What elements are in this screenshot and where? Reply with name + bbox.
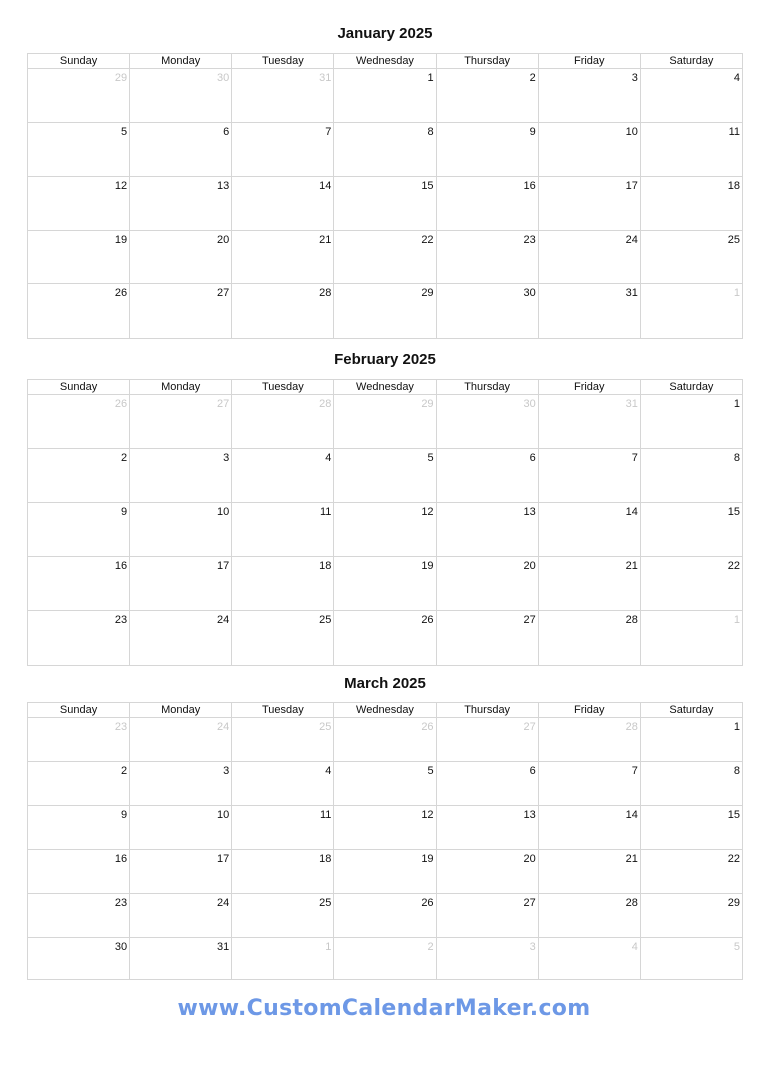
day-number: 10 <box>217 809 230 821</box>
day-cell <box>436 231 538 284</box>
week-row <box>28 177 743 231</box>
weekday-header: Tuesday <box>232 54 334 69</box>
day-number: 29 <box>421 287 434 299</box>
day-cell <box>640 762 742 806</box>
day-cell <box>232 231 334 284</box>
week-row <box>28 557 743 611</box>
day-cell <box>436 69 538 123</box>
weekday-header-row <box>28 380 743 395</box>
day-cell <box>334 503 436 557</box>
day-number: 28 <box>319 287 332 299</box>
weekday-header: Wednesday <box>334 703 436 718</box>
day-cell-other-month <box>640 611 742 666</box>
day-cell <box>640 123 742 177</box>
day-number: 22 <box>727 853 740 865</box>
day-cell <box>130 762 232 806</box>
day-cell <box>232 850 334 894</box>
day-cell-other-month <box>28 718 130 762</box>
day-cell <box>130 177 232 231</box>
day-number: 23 <box>523 234 536 246</box>
day-cell <box>28 284 130 339</box>
day-number: 19 <box>114 234 128 246</box>
week-row <box>28 611 743 666</box>
day-cell <box>130 850 232 894</box>
day-cell <box>436 557 538 611</box>
day-number: 16 <box>114 853 128 865</box>
day-number: 7 <box>631 765 638 777</box>
day-cell-other-month <box>232 69 334 123</box>
day-cell <box>640 503 742 557</box>
day-number: 25 <box>319 897 332 909</box>
day-number: 9 <box>529 126 536 138</box>
day-number: 30 <box>523 398 536 410</box>
day-number: 17 <box>217 560 230 572</box>
day-cell <box>130 894 232 938</box>
day-cell-other-month <box>28 69 130 123</box>
month-title: February 2025 <box>334 351 436 368</box>
day-number: 27 <box>217 398 230 410</box>
day-cell <box>538 69 640 123</box>
week-row <box>28 938 743 980</box>
day-cell <box>640 557 742 611</box>
day-number: 6 <box>223 126 230 138</box>
day-number: 9 <box>121 506 128 518</box>
day-cell <box>28 611 130 666</box>
weekday-header: Sunday <box>28 703 130 718</box>
day-cell <box>538 557 640 611</box>
day-cell <box>538 894 640 938</box>
day-number: 21 <box>625 560 638 572</box>
day-cell-other-month <box>436 938 538 980</box>
day-number: 29 <box>421 398 434 410</box>
day-cell <box>334 611 436 666</box>
day-number: 13 <box>217 180 230 192</box>
day-number: 25 <box>319 721 332 733</box>
day-cell <box>232 123 334 177</box>
day-cell <box>28 762 130 806</box>
day-cell <box>538 611 640 666</box>
week-row <box>28 449 743 503</box>
weekday-header: Friday <box>538 703 640 718</box>
day-number: 20 <box>217 234 230 246</box>
day-cell <box>130 284 232 339</box>
day-number: 12 <box>114 180 128 192</box>
day-number: 2 <box>529 72 536 84</box>
day-cell <box>232 177 334 231</box>
week-row <box>28 894 743 938</box>
day-number: 28 <box>625 614 638 626</box>
day-number: 26 <box>421 897 434 909</box>
day-cell <box>28 894 130 938</box>
week-row <box>28 806 743 850</box>
day-cell <box>232 611 334 666</box>
day-number: 6 <box>529 765 536 777</box>
day-cell <box>334 557 436 611</box>
day-cell <box>640 850 742 894</box>
day-number: 3 <box>223 452 230 464</box>
week-row <box>28 284 743 339</box>
day-number: 28 <box>319 398 332 410</box>
weekday-header: Monday <box>130 54 232 69</box>
day-cell <box>28 557 130 611</box>
day-cell <box>334 806 436 850</box>
day-cell <box>334 762 436 806</box>
day-number: 13 <box>523 506 536 518</box>
day-cell <box>130 449 232 503</box>
weekday-header: Tuesday <box>232 380 334 395</box>
weekday-header: Wednesday <box>334 54 436 69</box>
day-number: 3 <box>223 765 230 777</box>
day-number: 20 <box>523 853 536 865</box>
day-number: 31 <box>217 941 230 953</box>
day-number: 23 <box>114 721 128 733</box>
weekday-header: Friday <box>538 54 640 69</box>
day-cell <box>130 938 232 980</box>
day-number: 5 <box>427 452 434 464</box>
day-number: 5 <box>121 126 128 138</box>
day-cell <box>130 611 232 666</box>
day-cell <box>130 123 232 177</box>
day-number: 30 <box>114 941 128 953</box>
week-row <box>28 123 743 177</box>
day-cell-other-month <box>334 938 436 980</box>
weekday-header: Sunday <box>28 54 130 69</box>
day-number: 15 <box>727 809 740 821</box>
weekday-header: Saturday <box>640 54 742 69</box>
day-number: 27 <box>523 897 536 909</box>
weekday-header: Saturday <box>640 380 742 395</box>
weekday-header: Sunday <box>28 380 130 395</box>
day-cell <box>538 123 640 177</box>
weekday-header-row <box>28 703 743 718</box>
day-number: 27 <box>217 287 230 299</box>
day-cell-other-month <box>232 395 334 449</box>
day-cell <box>640 806 742 850</box>
day-cell <box>334 177 436 231</box>
day-number: 22 <box>421 234 434 246</box>
week-row <box>28 503 743 557</box>
month-title: March 2025 <box>344 675 426 692</box>
day-cell-other-month <box>130 69 232 123</box>
day-cell <box>130 557 232 611</box>
day-number: 26 <box>114 398 128 410</box>
day-number: 25 <box>319 614 332 626</box>
day-number: 10 <box>625 126 638 138</box>
day-number: 11 <box>320 506 332 518</box>
day-number: 10 <box>217 506 230 518</box>
day-cell-other-month <box>538 718 640 762</box>
week-row <box>28 69 743 123</box>
day-number: 4 <box>733 72 740 84</box>
day-number: 18 <box>319 560 332 572</box>
day-number: 28 <box>625 897 638 909</box>
weekday-header: Monday <box>130 380 232 395</box>
day-cell <box>28 806 130 850</box>
day-number: 4 <box>325 452 332 464</box>
day-number: 11 <box>728 126 740 138</box>
day-number: 31 <box>625 287 638 299</box>
day-number: 2 <box>427 941 434 953</box>
day-number: 19 <box>421 560 434 572</box>
week-row <box>28 762 743 806</box>
day-cell <box>232 762 334 806</box>
day-cell <box>538 850 640 894</box>
day-number: 31 <box>319 72 332 84</box>
footer-watermark: www.CustomCalendarMaker.com <box>177 996 591 1021</box>
day-cell <box>28 177 130 231</box>
day-cell <box>28 850 130 894</box>
day-number: 1 <box>733 721 740 733</box>
day-number: 26 <box>114 287 128 299</box>
day-number: 4 <box>325 765 332 777</box>
day-number: 29 <box>727 897 740 909</box>
day-number: 18 <box>727 180 740 192</box>
day-number: 3 <box>529 941 536 953</box>
day-cell <box>232 557 334 611</box>
day-cell <box>28 449 130 503</box>
day-number: 26 <box>421 721 434 733</box>
week-row <box>28 718 743 762</box>
day-number: 6 <box>529 452 536 464</box>
day-number: 1 <box>427 72 434 84</box>
day-number: 31 <box>625 398 638 410</box>
month-title: January 2025 <box>337 25 433 42</box>
weekday-header: Thursday <box>436 380 538 395</box>
day-number: 14 <box>319 180 332 192</box>
day-number: 25 <box>727 234 740 246</box>
day-cell-other-month <box>232 938 334 980</box>
day-cell <box>538 762 640 806</box>
day-cell <box>232 449 334 503</box>
day-number: 30 <box>217 72 230 84</box>
day-cell <box>538 231 640 284</box>
day-cell <box>232 806 334 850</box>
weekday-header: Wednesday <box>334 380 436 395</box>
day-number: 1 <box>325 941 332 953</box>
day-cell <box>538 503 640 557</box>
day-cell-other-month <box>28 395 130 449</box>
day-cell-other-month <box>640 938 742 980</box>
month-grid <box>27 702 743 980</box>
day-cell-other-month <box>130 718 232 762</box>
month-grid <box>27 53 743 339</box>
day-cell <box>436 894 538 938</box>
day-cell <box>538 177 640 231</box>
day-cell <box>334 449 436 503</box>
day-cell-other-month <box>334 395 436 449</box>
day-cell <box>334 69 436 123</box>
day-number: 1 <box>733 398 740 410</box>
week-row <box>28 850 743 894</box>
day-number: 16 <box>114 560 128 572</box>
day-number: 2 <box>121 765 128 777</box>
day-number: 8 <box>427 126 434 138</box>
day-cell <box>130 503 232 557</box>
day-number: 3 <box>631 72 638 84</box>
day-cell <box>436 850 538 894</box>
day-cell-other-month <box>538 938 640 980</box>
day-cell-other-month <box>334 718 436 762</box>
day-cell <box>28 231 130 284</box>
day-number: 14 <box>625 809 638 821</box>
week-row <box>28 231 743 284</box>
day-number: 23 <box>114 614 128 626</box>
day-cell <box>640 894 742 938</box>
day-cell <box>232 894 334 938</box>
day-cell <box>28 503 130 557</box>
day-number: 9 <box>121 809 128 821</box>
day-number: 26 <box>421 614 434 626</box>
day-cell <box>436 284 538 339</box>
day-cell <box>538 284 640 339</box>
day-number: 7 <box>631 452 638 464</box>
day-cell-other-month <box>130 395 232 449</box>
day-cell <box>436 806 538 850</box>
day-number: 27 <box>523 721 536 733</box>
weekday-header: Monday <box>130 703 232 718</box>
day-number: 1 <box>733 614 740 626</box>
day-cell <box>640 395 742 449</box>
day-cell <box>436 177 538 231</box>
day-cell <box>436 449 538 503</box>
day-number: 17 <box>625 180 638 192</box>
day-number: 24 <box>625 234 638 246</box>
day-number: 15 <box>727 506 740 518</box>
day-number: 24 <box>217 897 230 909</box>
day-cell <box>334 894 436 938</box>
day-cell <box>640 231 742 284</box>
day-cell <box>538 806 640 850</box>
weekday-header: Thursday <box>436 54 538 69</box>
day-cell-other-month <box>538 395 640 449</box>
day-cell <box>640 718 742 762</box>
month-grid <box>27 379 743 666</box>
day-number: 22 <box>727 560 740 572</box>
day-cell <box>436 123 538 177</box>
day-number: 16 <box>523 180 536 192</box>
day-number: 24 <box>217 721 230 733</box>
day-number: 18 <box>319 853 332 865</box>
day-number: 12 <box>421 809 434 821</box>
day-cell <box>130 806 232 850</box>
day-cell <box>28 938 130 980</box>
day-cell <box>28 123 130 177</box>
day-cell <box>130 231 232 284</box>
day-number: 4 <box>631 941 638 953</box>
day-number: 17 <box>217 853 230 865</box>
day-number: 5 <box>427 765 434 777</box>
day-number: 14 <box>625 506 638 518</box>
day-number: 28 <box>625 721 638 733</box>
day-cell <box>640 69 742 123</box>
day-number: 8 <box>733 452 740 464</box>
day-cell <box>436 503 538 557</box>
weekday-header-row <box>28 54 743 69</box>
day-number: 11 <box>320 809 332 821</box>
day-number: 30 <box>523 287 536 299</box>
day-number: 29 <box>114 72 128 84</box>
day-number: 2 <box>121 452 128 464</box>
day-cell <box>640 177 742 231</box>
day-cell <box>334 284 436 339</box>
day-number: 12 <box>421 506 434 518</box>
day-number: 20 <box>523 560 536 572</box>
day-number: 21 <box>625 853 638 865</box>
day-cell <box>538 449 640 503</box>
day-number: 8 <box>733 765 740 777</box>
day-cell <box>436 762 538 806</box>
weekday-header: Saturday <box>640 703 742 718</box>
day-cell-other-month <box>436 718 538 762</box>
day-number: 15 <box>421 180 434 192</box>
day-number: 7 <box>325 126 332 138</box>
day-cell-other-month <box>436 395 538 449</box>
day-number: 13 <box>523 809 536 821</box>
day-number: 21 <box>319 234 332 246</box>
day-cell <box>232 503 334 557</box>
day-cell-other-month <box>232 718 334 762</box>
day-number: 19 <box>421 853 434 865</box>
day-cell <box>232 284 334 339</box>
day-number: 24 <box>217 614 230 626</box>
day-number: 5 <box>733 941 740 953</box>
day-number: 27 <box>523 614 536 626</box>
day-cell-other-month <box>640 284 742 339</box>
day-number: 1 <box>733 287 740 299</box>
day-cell <box>334 231 436 284</box>
day-cell <box>436 611 538 666</box>
weekday-header: Thursday <box>436 703 538 718</box>
weekday-header: Tuesday <box>232 703 334 718</box>
day-number: 23 <box>114 897 128 909</box>
week-row <box>28 395 743 449</box>
day-cell <box>334 850 436 894</box>
day-cell <box>334 123 436 177</box>
weekday-header: Friday <box>538 380 640 395</box>
day-cell <box>640 449 742 503</box>
